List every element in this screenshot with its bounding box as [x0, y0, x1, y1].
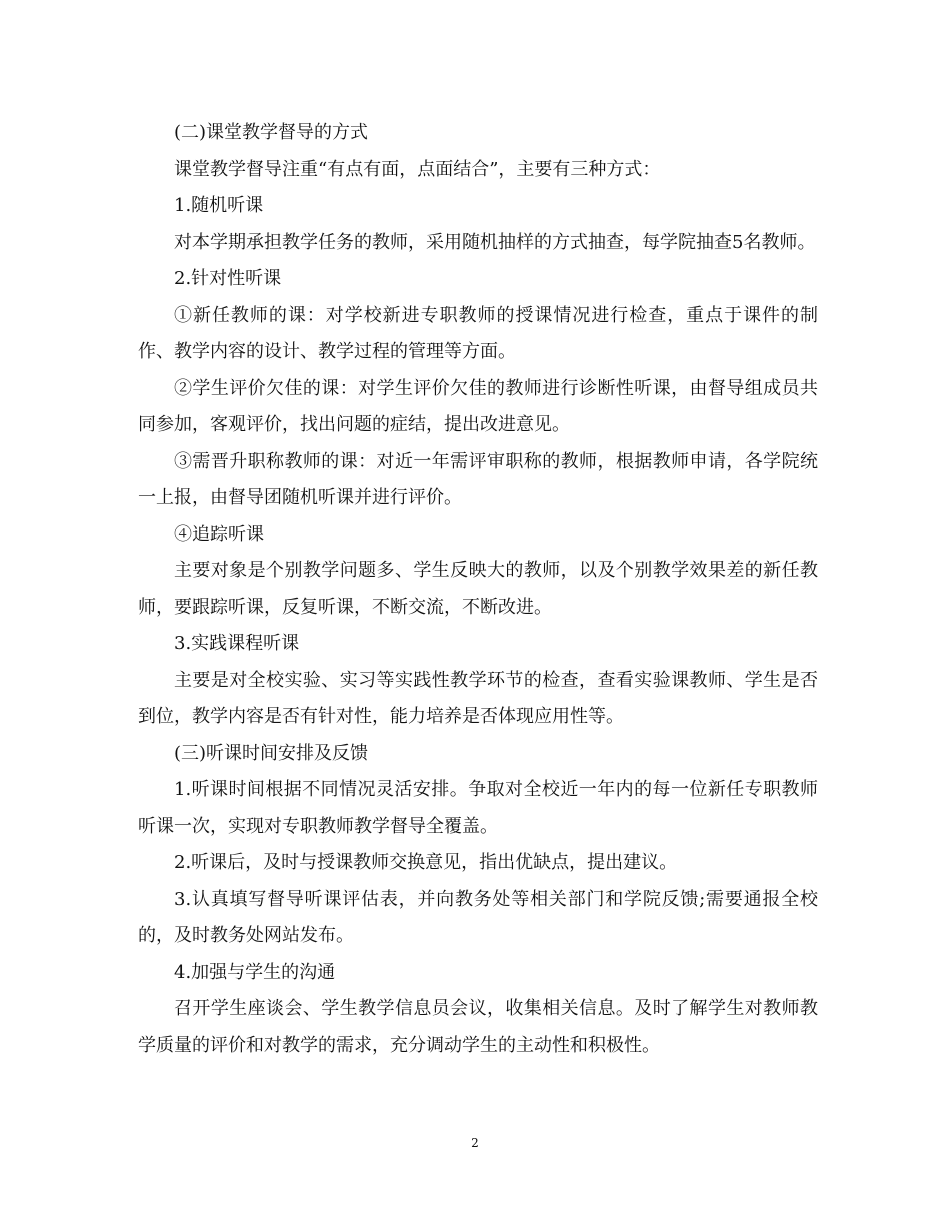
item-heading-random: 1.随机听课	[174, 195, 264, 216]
paragraph-new-teachers: ①新任教师的课：对学校新进专职教师的授课情况进行检查，重点于课件的制作、教学内容的设计、教学过程的管理等方面。	[138, 304, 818, 362]
paragraph-tracking: 主要对象是个别教学问题多、学生反映大的教师，以及个别教学效果差的新任教师，要跟踪听课，反复听课，不断交流，不断改进。	[138, 560, 818, 618]
paragraph-intro: 课堂教学督导注重“有点有面，点面结合”，主要有三种方式：	[174, 158, 661, 180]
item-heading-targeted: 2.针对性听课	[174, 268, 282, 289]
paragraph-random: 对本学期承担教学任务的教师，采用随机抽样的方式抽查，每学院抽查5名教师。	[174, 231, 816, 253]
paragraph-schedule-2: 2.听课后，及时与授课教师交换意见，指出优缺点，提出建议。	[174, 852, 678, 873]
page-number: 2	[471, 1136, 479, 1150]
document-body	[138, 115, 818, 1064]
section-heading-schedule: (三)听课时间安排及反馈	[174, 742, 369, 764]
section-heading-methods: (二)课堂教学督导的方式	[174, 122, 369, 143]
paragraph-promotion: ③需晋升职称教师的课：对近一年需评审职称的教师，根据教师申请，各学院统一上报，由督导团随机听课并进行评价。	[138, 450, 818, 508]
paragraph-student-communication: 召开学生座谈会、学生教学信息员会议，收集相关信息。及时了解学生对教师教学质量的评价和对教学的需求，充分调动学生的主动性和积极性。	[138, 998, 818, 1056]
item-heading-practice: 3.实践课程听课	[174, 633, 300, 654]
paragraph-schedule-1: 1.听课时间根据不同情况灵活安排。争取对全校近一年内的每一位新任专职教师听课一次，实现对专职教师教学督导全覆盖。	[138, 779, 818, 837]
item-heading-tracking: ④追踪听课	[174, 523, 264, 545]
paragraph-schedule-3: 3.认真填写督导听课评估表，并向教务处等相关部门和学院反馈;需要通报全校的，及时教务处网站发布。	[138, 888, 818, 946]
paragraph-poor-evaluation: ②学生评价欠佳的课：对学生评价欠佳的教师进行诊断性听课，由督导组成员共同参加，客观评价，找出问题的症结，提出改进意见。	[138, 377, 818, 435]
paragraph-schedule-4: 4.加强与学生的沟通	[174, 961, 336, 983]
paragraph-practice: 主要是对全校实验、实习等实践性教学环节的检查，查看实验课教师、学生是否到位，教学内容是否有针对性，能力培养是否体现应用性等。	[138, 669, 818, 727]
